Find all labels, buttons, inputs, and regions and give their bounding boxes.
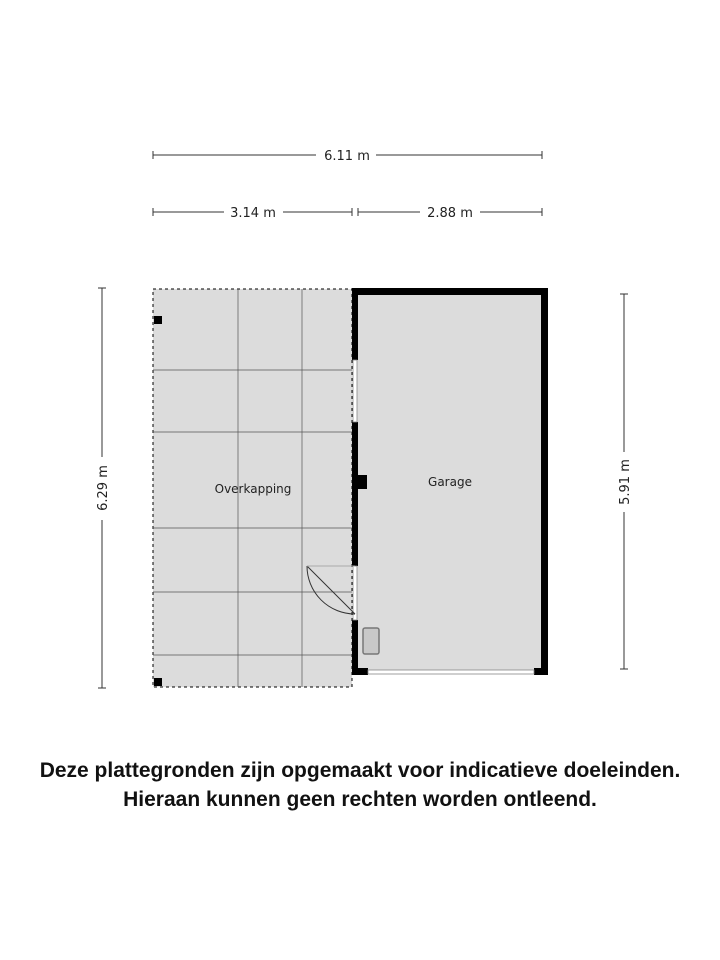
dimension-right-height-label: 5.91 m [618,459,633,505]
window-icon [353,360,357,422]
dimension-top-right-label: 2.88 m [427,206,473,221]
utility-fixture-icon [363,628,379,654]
disclaimer-line-2: Hieraan kunnen geen rechten worden ontleend. [123,788,597,811]
disclaimer-line-1: Deze plattegronden zijn opgemaakt voor indicatieve doeleinden. [39,759,681,782]
dimension-left-height-label: 6.29 m [96,465,111,511]
room-label-garage: Garage [428,475,472,489]
post-icon [154,678,162,686]
post-icon [154,316,162,324]
room-label-overkapping: Overkapping [214,482,292,496]
wall-column-icon [358,475,367,489]
dimension-top-total-label: 6.11 m [324,149,370,164]
dimension-top-left-label: 3.14 m [230,206,276,221]
garage-door-icon [368,670,534,674]
